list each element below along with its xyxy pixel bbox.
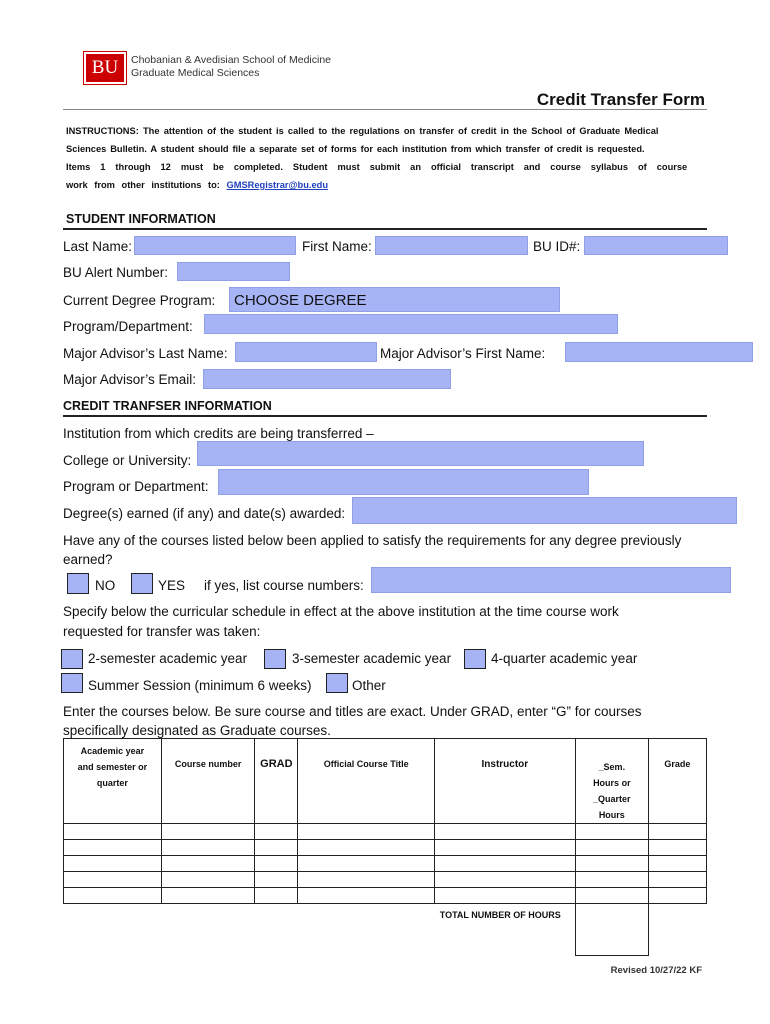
total-label: TOTAL NUMBER OF HOURS [439,910,561,920]
advisor-email-label: Major Advisor’s Email: [63,372,197,387]
bu-alert-label: BU Alert Number: [63,265,169,280]
cell[interactable] [64,872,162,888]
four-quarter-label: 4-quarter academic year [491,651,638,666]
total-hours-cell[interactable] [575,904,648,956]
table-row [64,872,707,888]
col-academic-year-line-1: Academic year [80,746,145,756]
credit-program-label: Program or Department: [63,479,209,494]
table-row [64,888,707,904]
other-checkbox[interactable] [326,673,348,693]
four-quarter-checkbox[interactable] [464,649,486,669]
cell[interactable] [161,856,255,872]
program-department-field[interactable] [204,314,618,334]
table-row [64,824,707,840]
program-department-label: Program/Department: [63,319,193,334]
courses-table [63,738,707,956]
advisor-last-name-label: Major Advisor’s Last Name: [63,346,228,361]
cell[interactable] [64,856,162,872]
cell[interactable] [648,824,706,840]
bu-alert-field[interactable] [177,262,290,281]
instructions-line-4 [66,180,328,190]
instructions-line-1: INSTRUCTIONS: The attention of the student is called to the regulations on transfer of credit in the School of Graduate Medical [66,126,659,136]
total-blank-cell [648,904,706,956]
cell[interactable] [648,872,706,888]
degree-program-select[interactable] [229,287,560,312]
cell[interactable] [298,824,435,840]
two-semester-label: 2-semester academic year [88,651,248,666]
col-hours-line-4: Hours [598,810,625,820]
instructions-line-3: Items 1 through 12 must be completed. Student must submit an official transcript and course syllabus of course [66,162,688,172]
summer-session-checkbox[interactable] [61,673,83,693]
cell[interactable] [255,824,298,840]
cell[interactable] [648,856,706,872]
cell[interactable] [255,856,298,872]
applied-question-line-1: Have any of the courses listed below been applied to satisfy the requirements for any degree previously [63,533,682,548]
degree-program-value: CHOOSE DEGREE [234,292,367,309]
school-division: Graduate Medical Sciences [131,67,260,79]
advisor-last-name-field[interactable] [235,342,377,362]
bu-logo: BU [86,54,124,82]
bu-id-label: BU ID#: [533,239,581,254]
yes-checkbox[interactable] [131,573,153,594]
advisor-first-name-field[interactable] [565,342,753,362]
revised-note: Revised 10/27/22 KF [610,965,702,976]
cell[interactable] [434,840,575,856]
yes-label: YES [158,578,186,593]
three-semester-checkbox[interactable] [264,649,286,669]
cell[interactable] [434,856,575,872]
degrees-earned-field[interactable] [352,497,737,524]
col-academic-year-line-2: and semester or [77,762,148,772]
college-label: College or University: [63,453,192,468]
cell[interactable] [298,888,435,904]
enter-courses-line-2: specifically designated as Graduate courses. [63,723,331,738]
cell[interactable] [648,840,706,856]
cell[interactable] [161,872,255,888]
cell[interactable] [255,888,298,904]
cell[interactable] [298,856,435,872]
last-name-label: Last Name: [63,239,133,254]
cell[interactable] [64,840,162,856]
first-name-field[interactable] [375,236,528,255]
cell[interactable] [575,824,648,840]
cell[interactable] [255,840,298,856]
cell[interactable] [575,840,648,856]
enter-courses-line-1: Enter the courses below. Be sure course and titles are exact. Under GRAD, enter “G” for courses [63,704,642,719]
three-semester-label: 3-semester academic year [292,651,452,666]
cell[interactable] [434,888,575,904]
cell[interactable] [575,856,648,872]
cell[interactable] [434,872,575,888]
cell[interactable] [161,888,255,904]
col-academic-year [64,739,162,824]
credit-section-rule [63,415,707,417]
advisor-email-field[interactable] [203,369,451,389]
no-checkbox[interactable] [67,573,89,594]
col-grad: GRAD [255,739,298,824]
col-hours-line-2: Hours or [593,778,631,788]
last-name-field[interactable] [134,236,296,255]
credit-program-field[interactable] [218,469,589,495]
student-section-rule [63,228,707,230]
registrar-email-link[interactable]: GMSRegistrar@bu.edu [226,180,329,190]
other-label: Other [352,678,386,693]
cell[interactable] [161,824,255,840]
two-semester-checkbox[interactable] [61,649,83,669]
cell[interactable] [575,872,648,888]
cell[interactable] [64,888,162,904]
student-section-title: STUDENT INFORMATION [66,212,216,226]
col-academic-year-line-3: quarter [96,778,128,788]
cell[interactable] [298,840,435,856]
instructions-line-4-text: work from other institutions to: [66,180,220,190]
instructions-line-2: Sciences Bulletin. A student should file a separate set of forms for each institution from which transfer of credit is requested. [66,144,645,154]
col-course-number: Course number [161,739,255,824]
course-numbers-field[interactable] [371,567,731,593]
form-title: Credit Transfer Form [536,90,705,109]
degree-program-label: Current Degree Program: [63,293,216,308]
cell[interactable] [64,824,162,840]
table-row [64,856,707,872]
table-header-row [64,739,707,824]
col-official-title: Official Course Title [298,739,435,824]
cell[interactable] [255,872,298,888]
school-name: Chobanian & Avedisian School of Medicine [131,54,332,66]
schedule-question-line-2: requested for transfer was taken: [63,624,261,639]
summer-session-label: Summer Session (minimum 6 weeks) [88,678,312,693]
college-field[interactable] [197,441,644,466]
cell[interactable] [161,840,255,856]
credit-section-title: CREDIT TRANFSER INFORMATION [63,399,272,413]
bu-id-field[interactable] [584,236,728,255]
no-label: NO [95,578,116,593]
degrees-earned-label: Degree(s) earned (if any) and date(s) awarded: [63,506,346,521]
table-row [64,840,707,856]
col-hours [575,739,648,824]
schedule-question-line-1: Specify below the curricular schedule in effect at the above institution at the time course work [63,604,619,619]
first-name-label: First Name: [302,239,372,254]
institution-intro: Institution from which credits are being transferred – [63,426,374,441]
total-row [64,904,707,956]
col-instructor: Instructor [434,739,575,824]
col-grade: Grade [648,739,706,824]
col-hours-line-3: _Quarter [593,794,631,804]
cell[interactable] [575,888,648,904]
cell[interactable] [434,824,575,840]
applied-question-line-2: earned? [63,552,113,567]
advisor-first-name-label: Major Advisor’s First Name: [380,346,546,361]
col-hours-line-1: _Sem. [598,762,626,772]
if-yes-label: if yes, list course numbers: [204,578,364,593]
cell[interactable] [648,888,706,904]
cell[interactable] [298,872,435,888]
